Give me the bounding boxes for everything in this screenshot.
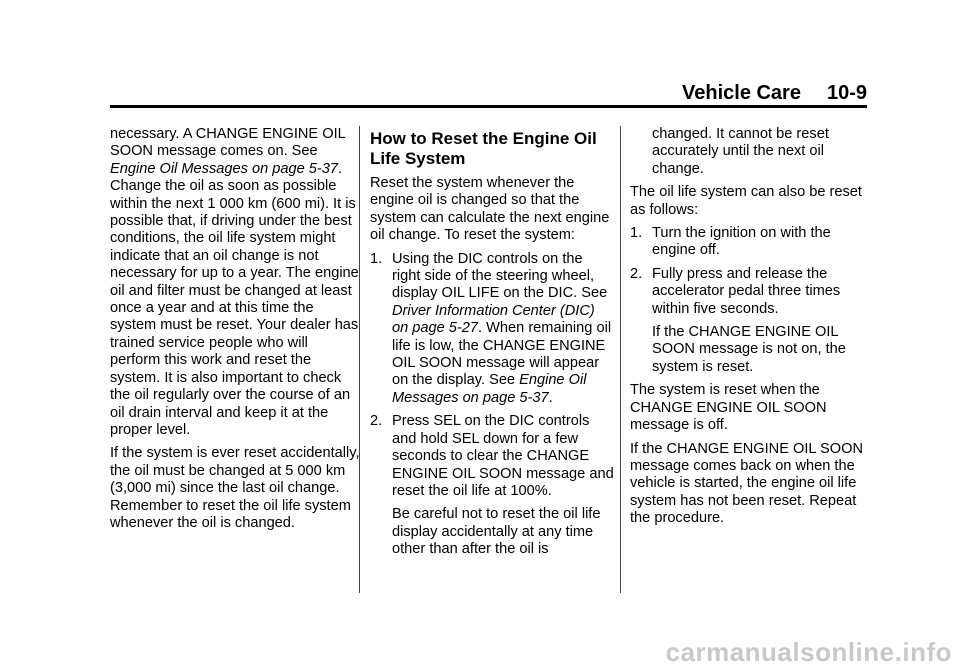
list-item	[630, 266, 870, 318]
step-note: Be careful not to reset the oil life display accidentally at any time other than after the oil is	[392, 506, 601, 558]
page-header	[110, 80, 867, 106]
paragraph-repeat: If the CHANGE ENGINE OIL SOON message comes back on when the vehicle is started, the engine oil life system has not been reset. Repeat the procedure.	[630, 440, 864, 527]
xref-engine-oil-messages[interactable]: Engine Oil Messages on page 5-37	[110, 160, 338, 177]
list-item	[370, 413, 615, 500]
section-heading: How to Reset the Engine Oil Life System	[370, 129, 597, 168]
step-number: 1.	[630, 225, 643, 242]
xref-dic[interactable]: Driver Information Center (DIC) on page 5-27	[392, 302, 595, 337]
paragraph-alt-intro: The oil life system can also be reset as follows:	[630, 184, 862, 218]
column-left	[110, 126, 360, 538]
paragraph-intro: Reset the system whenever the engine oil is changed so that the system can calculate the next engine oil change. To reset the system:	[370, 175, 610, 244]
page-number: 10-9	[826, 81, 867, 104]
step-text: Press SEL on the DIC controls and hold SEL down for a few seconds to clear the CHANGE ENGINE OIL SOON message and reset the oil life at 100%.	[392, 413, 614, 499]
step-text: Fully press and release the accelerator pedal three times within five seconds.	[652, 265, 841, 317]
column-middle	[370, 129, 615, 565]
section-title: Vehicle Care	[682, 81, 801, 104]
column-divider-right	[620, 126, 621, 593]
list-item	[370, 251, 615, 408]
xref-engine-oil-messages[interactable]: Engine Oil Messages on page 5-37	[392, 372, 587, 406]
step-number: 1.	[370, 250, 383, 267]
step-text: Turn the ignition on with the engine off.	[652, 225, 831, 259]
list-item	[630, 225, 870, 260]
paragraph-reset-status: The system is reset when the CHANGE ENGINE OIL SOON message is off.	[630, 382, 827, 434]
column-right	[630, 126, 870, 534]
step-text: Using the DIC controls on the right side of the steering wheel, display OIL LIFE on the DIC. See Driver Information Center (DIC) on page 5-27. When remaining oil life is low, the CHANGE ENGINE OIL SOON message will appear on the display. See Engine Oil Messages on page 5-37.	[392, 250, 612, 406]
step-number: 2.	[630, 265, 643, 282]
header-rule	[110, 105, 867, 108]
step-note-continued: changed. It cannot be reset accurately until the next oil change.	[652, 126, 829, 177]
watermark: carmanualsonline.info	[665, 637, 952, 667]
paragraph-oil-change: necessary. A CHANGE ENGINE OIL SOON message comes on. See Engine Oil Messages on page 5-37. Change the oil as soon as possible within the next 1 000 km (600 mi). It is possible that, if driving under the best conditions, the oil life system might indicate that an oil change is not necessary for up to a year. The engine oil and filter must be changed at least once a year and at this time the system must be reset. Your dealer has trained service people who will perform this work and reset the system. It is also important to check the oil regularly over the course of an oil drain interval and keep it at the proper level.	[110, 126, 359, 438]
step-note: If the CHANGE ENGINE OIL SOON message is not on, the system is reset.	[652, 324, 846, 375]
step-number: 2.	[370, 413, 383, 430]
paragraph-accidental-reset: If the system is ever reset accidentally, the oil must be changed at 5 000 km (3,000 mi) since the last oil change. Remember to reset the oil life system whenever the oil is changed.	[110, 445, 360, 531]
